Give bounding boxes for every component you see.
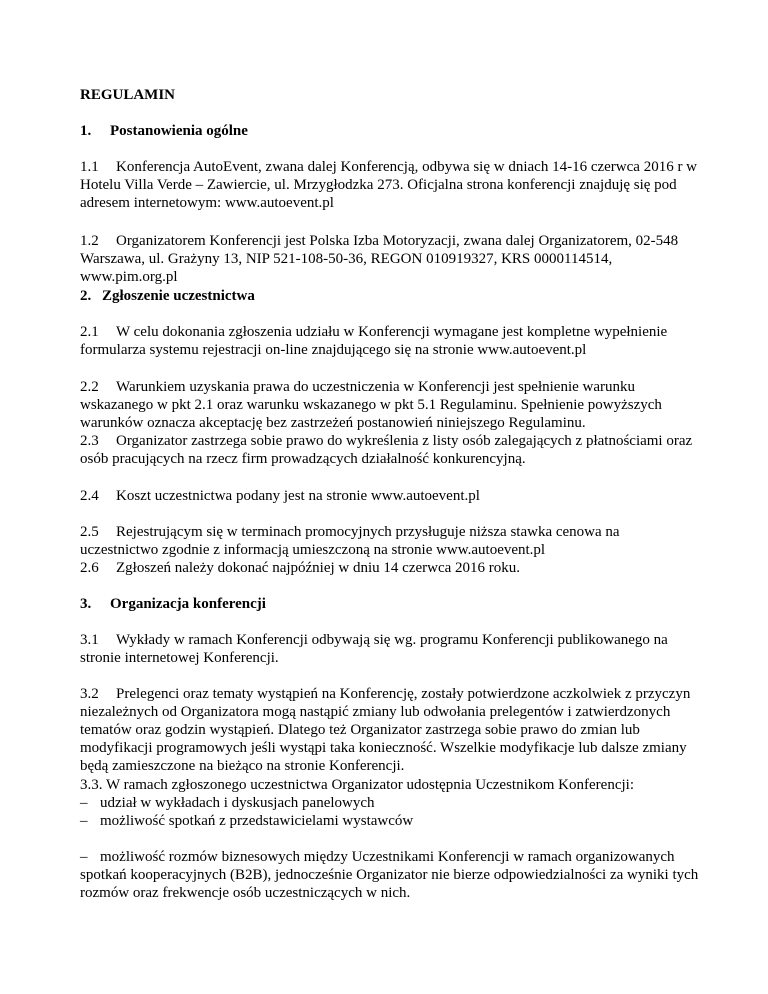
paragraph-2-2-number: 2.2 [80,379,99,395]
paragraph-3-3-intro: 3.3. W ramach zgłoszonego uczestnictwa Organizator udostępnia Uczestnikom Konferencji: [80,777,634,793]
paragraph-2-1 [80,323,700,359]
section-3-heading [80,595,266,613]
paragraph-1-1-number: 1.1 [80,159,99,175]
list-dash: – [80,795,88,811]
paragraph-1-1 [80,158,700,212]
section-2-title: Zgłoszenie uczestnictwa [102,288,255,304]
paragraph-2-4-number: 2.4 [80,488,99,504]
paragraph-3-2-number: 3.2 [80,686,99,702]
section-3-number: 3. [80,596,92,612]
list-dash: – [80,849,88,865]
paragraph-1-2-number: 1.2 [80,233,99,249]
paragraph-3-1 [80,631,700,667]
paragraph-2-6-text: Zgłoszeń należy dokonać najpóźniej w dniu 14 czerwca 2016 roku. [116,560,521,576]
paragraph-2-6 [80,559,700,577]
paragraph-2-5 [80,523,700,559]
paragraph-3-1-text: Wykłady w ramach Konferencji odbywają się wg. programu Konferencji publikowanego na stronie internetowej Konferencji. [80,632,668,666]
paragraph-3-2 [80,685,700,775]
paragraph-2-1-text: W celu dokonania zgłoszenia udziału w Konferencji wymagane jest kompletne wypełnienie formularza systemu rejestracji on-line znajdującego się na stronie www.autoevent.pl [80,324,668,358]
list-item-lectures-text: udział w wykładach i dyskusjach panelowych [100,795,375,811]
paragraph-2-4 [80,487,700,505]
document-title: REGULAMIN [80,87,176,103]
list-item-meetings [80,812,413,830]
paragraph-2-6-number: 2.6 [80,560,99,576]
section-2-heading [80,287,255,305]
paragraph-1-2 [80,232,700,286]
paragraph-2-5-number: 2.5 [80,524,99,540]
paragraph-3-1-number: 3.1 [80,632,99,648]
paragraph-1-2-text: Organizatorem Konferencji jest Polska Izba Motoryzacji, zwana dalej Organizatorem, 02-548 Warszawa, ul. Grażyny 13, NIP 521-108-50-36, REGON 010919327, KRS 0000114514, www.pim.org.pl [80,233,679,285]
paragraph-3-2-text: Prelegenci oraz tematy wystąpień na Konferencję, zostały potwierdzone aczkolwiek z przyczyn niezależnych od Organizatora mogą nastąpić zmiany lub odwołania prelegentów i zatwierdzonych tematów oraz godzin wystąpień. Dlatego też Organizator zastrzega sobie prawo do zmian lub modyfikacji programowych jeśli wystąpi taka konieczność. Wszelkie modyfikacje lub dalsze zmiany będą zamieszczone na bieżąco na stronie Konferencji. [80,686,691,774]
paragraph-2-3-text: Organizator zastrzega sobie prawo do wykreślenia z listy osób zalegających z płatnościami oraz osób pracujących na rzecz firm prowadzących działalność konkurencyjną. [80,433,693,467]
list-item-lectures [80,794,375,812]
paragraph-2-3 [80,432,700,468]
paragraph-2-4-text: Koszt uczestnictwa podany jest na stronie www.autoevent.pl [116,488,480,504]
list-dash: – [80,813,88,829]
list-item-b2b [80,848,700,902]
section-3-title: Organizacja konferencji [110,596,266,612]
section-1-title: Postanowienia ogólne [110,123,248,139]
section-2-number: 2. [80,288,92,304]
paragraph-2-5-text: Rejestrującym się w terminach promocyjnych przysługuje niższa stawka cenowa na uczestnictwo zgodnie z informacją umieszczoną na stronie www.autoevent.pl [80,524,620,558]
list-item-b2b-text: możliwość rozmów biznesowych między Uczestnikami Konferencji w ramach organizowanych spotkań kooperacyjnych (B2B), jednocześnie Organizator nie bierze odpowiedzialności za wyniki tych rozmów oraz frekwencje osób uczestniczących w nich. [80,849,699,901]
paragraph-2-2 [80,378,700,432]
section-1-number: 1. [80,123,92,139]
paragraph-2-1-number: 2.1 [80,324,99,340]
paragraph-1-1-text: Konferencja AutoEvent, zwana dalej Konferencją, odbywa się w dniach 14-16 czerwca 2016 r w Hotelu Villa Verde – Zawiercie, ul. Mrzygłodzka 273. Oficjalna strona konferencji znajduję się pod adresem internetowym: www.autoevent.pl [80,159,698,211]
paragraph-2-3-number: 2.3 [80,433,99,449]
section-1-heading [80,122,248,140]
list-item-meetings-text: możliwość spotkań z przedstawicielami wystawców [100,813,414,829]
paragraph-2-2-text: Warunkiem uzyskania prawa do uczestniczenia w Konferencji jest spełnienie warunku wskazanego w pkt 2.1 oraz warunku wskazanego w pkt 5.1 Regulaminu. Spełnienie powyższych warunków oznacza akceptację bez zastrzeżeń postanowień niniejszego Regulaminu. [80,379,662,431]
